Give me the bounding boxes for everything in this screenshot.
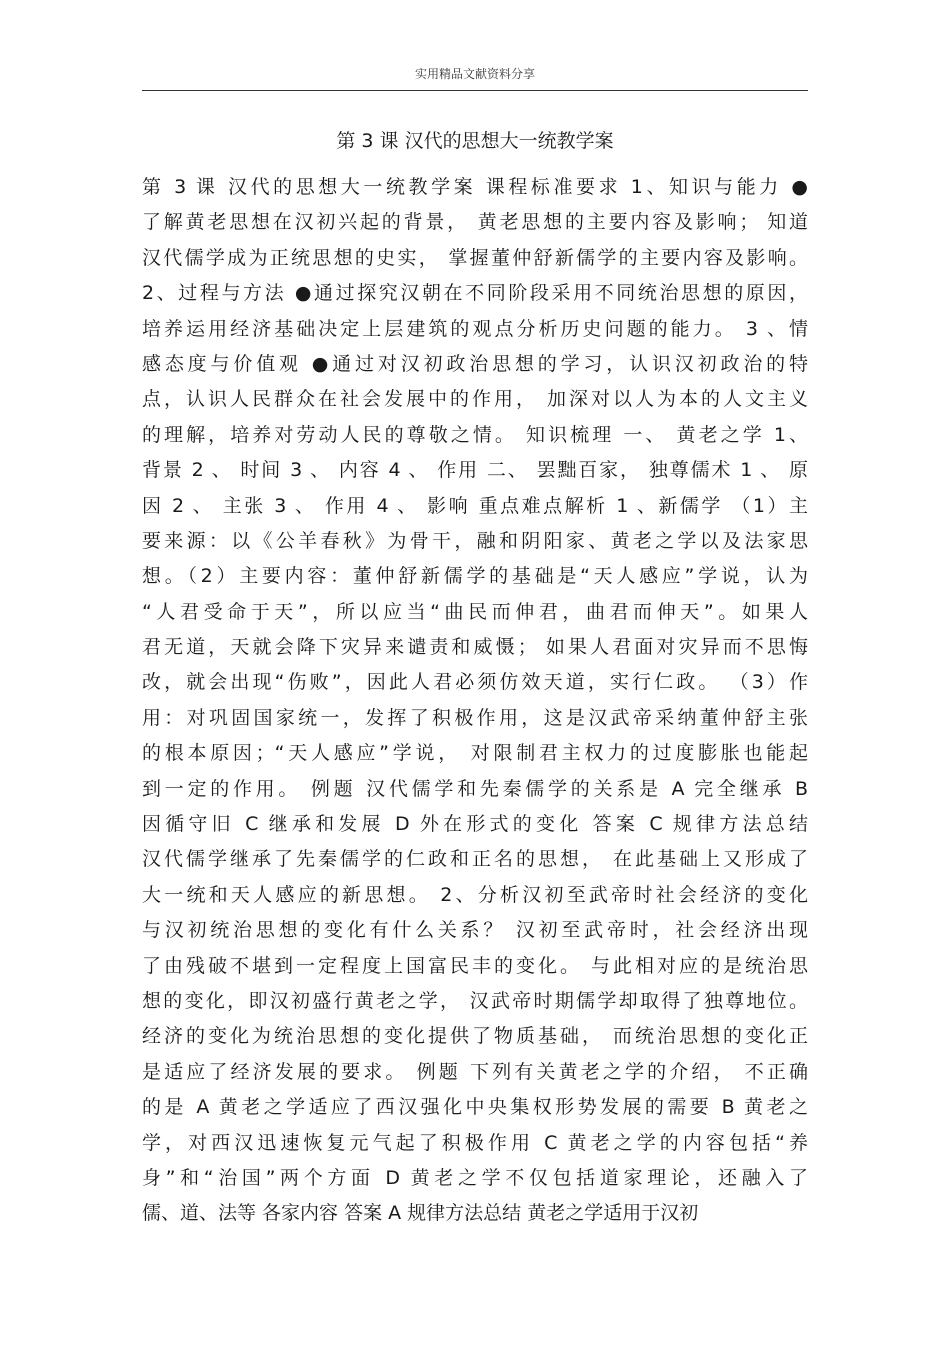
running-header: 实用精品文献资料分享 [414, 67, 535, 81]
body-text-line: 点，认识人民群众在社会发展中的作用， 加深对以人为本的人文主义 [142, 388, 808, 411]
body-text-line: 用：对巩固国家统一，发挥了积极作用，这是汉武帝采纳董仲舒主张 [142, 706, 808, 729]
body-text-line: 学，对西汉迅速恢复元气起了积极作用 C 黄老之学的内容包括“养 [142, 1131, 808, 1154]
body-text-line: 培养运用经济基础决定上层建筑的观点分析历史问题的能力。 3 、情 [142, 317, 808, 340]
body-text-line: 汉代儒学成为正统思想的史实， 掌握董仲舒新儒学的主要内容及影响。 [142, 246, 808, 269]
body-text-line: 汉代儒学继承了先秦儒学的仁政和正名的思想， 在此基础上又形成了 [142, 848, 808, 871]
body-text-line: 感态度与价值观 ●通过对汉初政治思想的学习，认识汉初政治的特 [142, 352, 808, 375]
body-text-line: “人君受命于天”，所以应当“曲民而伸君，曲君而伸天”。如果人 [142, 600, 808, 623]
body-text-line: 是适应了经济发展的要求。 例题 下列有关黄老之学的介绍， 不正确 [142, 1060, 808, 1083]
body-text-line: 改，就会出现“伤败”，因此人君必须仿效天道，实行仁政。 （3）作 [142, 671, 808, 694]
body-text-line: 了由残破不堪到一定程度上国富民丰的变化。 与此相对应的是统治思 [142, 954, 808, 977]
body-text-line: 儒、道、法等 各家内容 答案 A 规律方法总结 黄老之学适用于汉初 [142, 1202, 699, 1225]
body-text-line: 想。（2）主要内容：董仲舒新儒学的基础是“天人感应”学说，认为 [142, 565, 808, 588]
body-text-line: 的根本原因；“天人感应”学说， 对限制君主权力的过度膨胀也能起 [142, 742, 808, 765]
body-text-line: 到一定的作用。 例题 汉代儒学和先秦儒学的关系是 A 完全继承 B [142, 777, 808, 800]
body-text-line: 了解黄老思想在汉初兴起的背景， 黄老思想的主要内容及影响； 知道 [142, 211, 808, 234]
body-text-line: 经济的变化为统治思想的变化提供了物质基础， 而统治思想的变化正 [142, 1025, 808, 1048]
body-text-line: 的是 A 黄老之学适应了西汉强化中央集权形势发展的需要 B 黄老之 [142, 1096, 808, 1119]
body-text-line: 大一统和天人感应的新思想。 2、分析汉初至武帝时社会经济的变化 [142, 883, 808, 906]
body-text-line: 与汉初统治思想的变化有什么关系？ 汉初至武帝时，社会经济出现 [142, 919, 808, 942]
document-body [142, 170, 808, 1232]
body-text-line: 身”和“治国”两个方面 D 黄老之学不仅包括道家理论，还融入了 [142, 1166, 808, 1189]
body-text-line: 要来源：以《公羊春秋》为骨干，融和阴阳家、黄老之学以及法家思 [142, 529, 808, 552]
body-text-line: 的理解，培养对劳动人民的尊敬之情。 知识梳理 一、 黄老之学 1、 [142, 423, 808, 446]
header-divider [142, 90, 808, 91]
body-text-line: 2、过程与方法 ●通过探究汉朝在不同阶段采用不同统治思想的原因， [142, 282, 808, 305]
body-text-line: 想的变化，即汉初盛行黄老之学， 汉武帝时期儒学却取得了独尊地位。 [142, 989, 808, 1012]
document-title: 第 3 课 汉代的思想大一统教学案 [336, 130, 614, 152]
body-text-line: 因 2 、 主张 3 、 作用 4 、 影响 重点难点解析 1 、新儒学 （1）主 [142, 494, 808, 517]
body-text-line: 因循守旧 C 继承和发展 D 外在形式的变化 答案 C 规律方法总结 [142, 813, 808, 836]
body-text-line: 背景 2 、 时间 3 、 内容 4 、 作用 二、 罢黜百家， 独尊儒术 1 、 原 [142, 459, 808, 482]
body-text-line: 第 3 课 汉代的思想大一统教学案 课程标准要求 1、知识与能力 ● [142, 176, 808, 198]
body-text-line: 君无道，天就会降下灾异来谴责和威慑； 如果人君面对灾异而不思悔 [142, 636, 808, 659]
